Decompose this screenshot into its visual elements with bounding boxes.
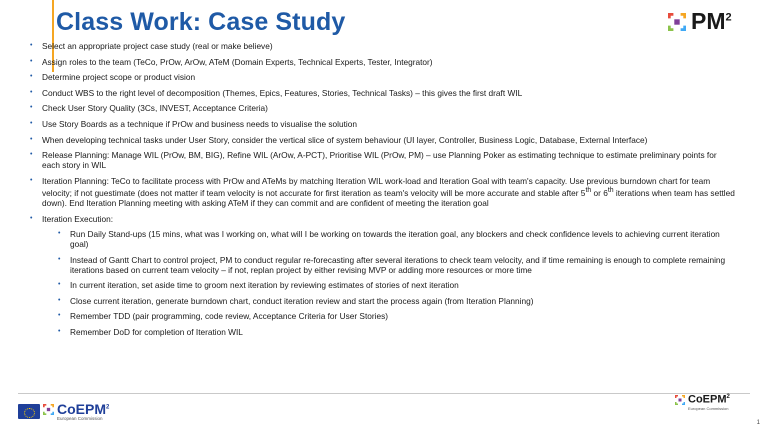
slide-title: Class Work: Case Study: [56, 8, 346, 36]
coepm2-logo-left: [43, 402, 109, 421]
iteration-planning-text-1: Iteration Planning: TeCo to facilitate process with PrOw and ATeMs by matching Iteration WIL work-load and Iteration Goal with team's capacity. Use previous burndown chart for team velocity; if not guestimate (does not matter if team velocity is not accurate for first iteration as team's velocity will be more accurate and stable after 5: [42, 175, 711, 198]
footer-logo-left: [18, 402, 109, 421]
sub-bullet-item: • Remember TDD (pair programming, code review, Acceptance Criteria for User Stories): [58, 311, 736, 321]
iteration-execution-heading: Iteration Execution:: [42, 213, 114, 224]
pm2-logo-text: [691, 10, 732, 33]
pm2-logo-word: PM: [691, 8, 726, 34]
iteration-planning-text-2: or 6: [591, 187, 608, 198]
footer-divider: [18, 393, 750, 394]
bullet-item: • When developing technical tasks under User Story, consider the vertical slice of system behaviour (UI layer, Controller, Business Logic, Database, External Interface): [30, 135, 736, 145]
bullet-item: • Determine project scope or product vision: [30, 72, 736, 82]
coepm2-sub-left: European Commission: [57, 416, 103, 421]
pm2-logo-mark-icon: [668, 13, 686, 31]
iteration-planning-sup-2: th: [607, 187, 614, 195]
bullet-item-iteration-execution: [30, 214, 736, 337]
coepm2-sup-left: 2: [106, 404, 110, 411]
coepm2-bold-right: PM: [710, 393, 727, 406]
coepm2-logo-text-right: [688, 394, 730, 406]
iteration-planning-text-3: iterations when team has settled down). End Iteration Planning meeting with asking ATeM if they can commit and are confident of meeting the iteration goal: [42, 187, 735, 209]
iteration-execution-sublist: [42, 229, 736, 337]
bullet-item: • Select an appropriate project case study (real or make believe): [30, 41, 736, 51]
pm2-logo-sup: 2: [725, 11, 732, 24]
pm2-logo: [668, 10, 732, 33]
coepm2-word-right: CoE: [688, 393, 710, 406]
sub-bullet-item: • Run Daily Stand-ups (15 mins, what was I working on, what will I be working on towards the iteration goal, any blockers and check confidence levels to achieving current iteration goal): [58, 229, 736, 249]
sub-bullet-item: • Remember DoD for completion of Iteration WIL: [58, 327, 736, 337]
sub-bullet-item: • In current iteration, set aside time to groom next iteration by reviewing estimates of stories of next iteration: [58, 280, 736, 290]
coepm2-sub-right: European Commission: [688, 405, 729, 411]
sub-bullet-item: • Close current iteration, generate burndown chart, conduct iteration review and start the process again (from Iteration Planning): [58, 296, 736, 306]
bullet-item: • Check User Story Quality (3Cs, INVEST, Acceptance Criteria): [30, 103, 736, 113]
sub-bullet-item: • Instead of Gantt Chart to control project, PM to conduct regular re-forecasting after several iterations to check team velocity, and if time remaining is enough to complete remaining iterations based on current team velocity – if not, replan project by either revising MVP or adding more resources or more time: [58, 255, 736, 275]
coepm2-mark-icon: [43, 404, 54, 415]
coepm2-bold-left: PM: [85, 401, 106, 417]
coepm2-sup-right: 2: [726, 394, 730, 400]
bullet-list: [30, 41, 736, 342]
bullet-item: • Conduct WBS to the right level of decomposition (Themes, Epics, Features, Stories, Technical Tasks) – this gives the first draft WIL: [30, 88, 736, 98]
footer-logo-right: [675, 394, 730, 411]
coepm2-word-left: CoE: [57, 401, 85, 417]
coepm2-mark-icon: [675, 395, 685, 405]
coepm2-logo-text-left: [57, 402, 109, 416]
bullet-item-iteration-planning: [30, 176, 736, 208]
page-number: 1: [756, 420, 760, 426]
bullet-item: • Release Planning: Manage WIL (PrOw, BM, BIG), Refine WIL (ArOw, A-PCT), Prioritise WIL (PrOw, PM) – use Planning Poker as estimating technique to estimate preliminary points for each story in WIL: [30, 150, 736, 170]
bullet-item: • Assign roles to the team (TeCo, PrOw, ArOw, ATeM (Domain Experts, Technical Experts, Tester, Integrator): [30, 57, 736, 67]
iteration-planning-sup-1: th: [585, 187, 592, 195]
bullet-item: • Use Story Boards as a technique if PrOw and business needs to visualise the solution: [30, 119, 736, 129]
eu-flag-icon: [18, 404, 40, 419]
